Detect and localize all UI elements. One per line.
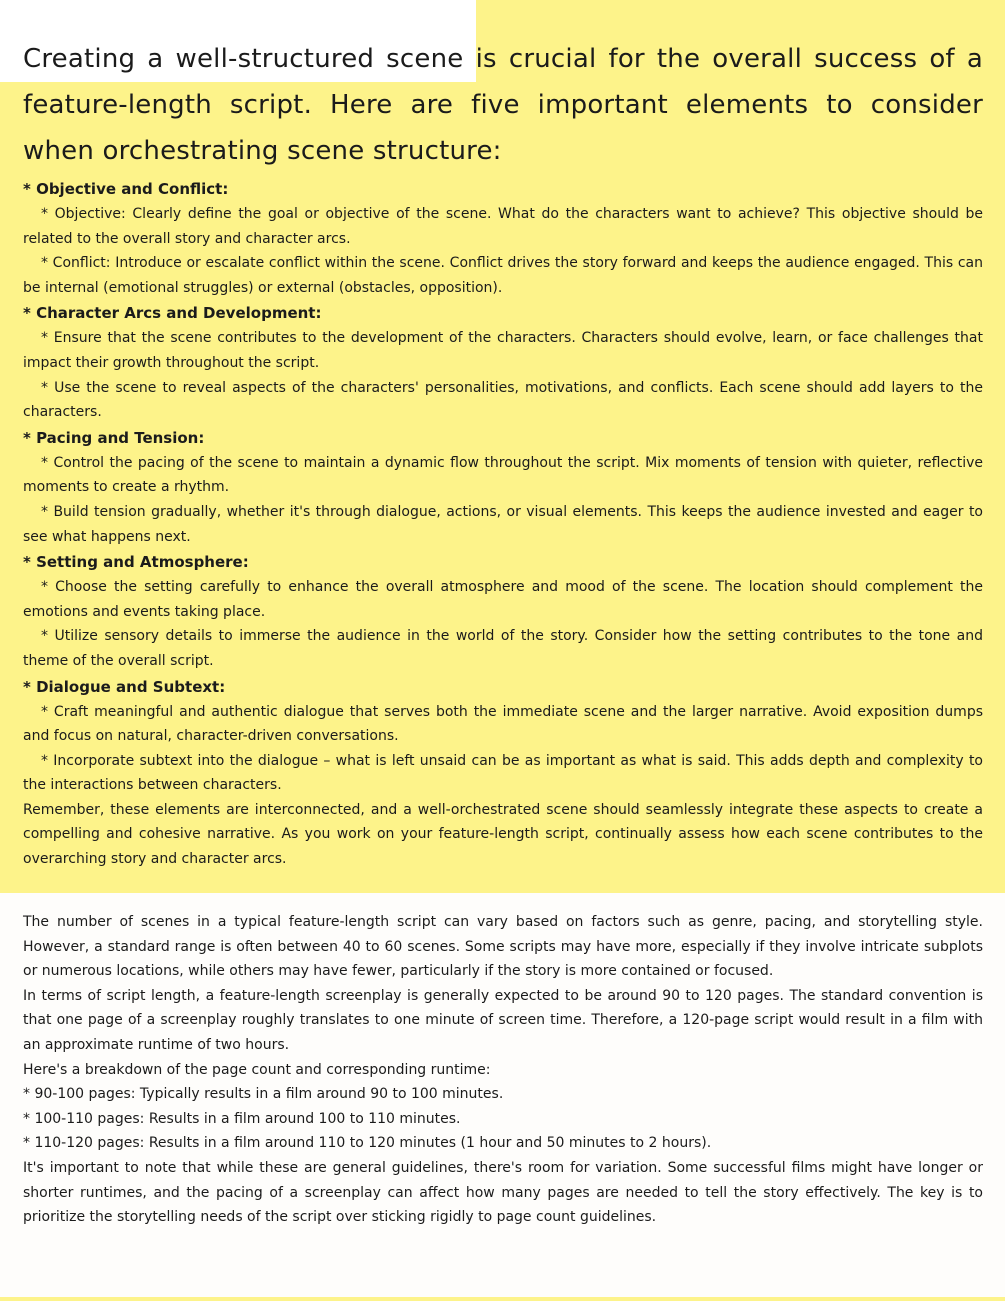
bullet-item: * Incorporate subtext into the dialogue – what is left unsaid can be as important as what is said. This adds depth and complexity to the interactions between characters. xyxy=(23,752,983,794)
breakdown-item: * 90-100 pages: Typically results in a film around 90 to 100 minutes. xyxy=(23,1086,504,1103)
bullet-item: * Control the pacing of the scene to maintain a dynamic flow throughout the script. Mix moments of tension with quieter, reflective moments to create a rhythm. xyxy=(23,454,983,496)
bullet-item: * Use the scene to reveal aspects of the characters' personalities, motivations, and conflicts. Each scene should add layers to the characters. xyxy=(23,379,983,421)
remember-paragraph: Remember, these elements are interconnected, and a well-orchestrated scene should seamlessly integrate these aspects to create a compelling and cohesive narrative. As you work on your feature-length script, continually assess how each scene contributes to the overarching story and character arcs. xyxy=(23,801,983,868)
section-heading: * Dialogue and Subtext: xyxy=(23,677,226,696)
section-objective-conflict xyxy=(23,176,983,300)
bullet-item: * Choose the setting carefully to enhance the overall atmosphere and mood of the scene. The location should complement the emotions and events taking place. xyxy=(23,579,983,620)
bullet-item: * Build tension gradually, whether it's through dialogue, actions, or visual elements. This keeps the audience invested and eager to see what happens next. xyxy=(23,503,983,545)
breakdown-item: * 100-110 pages: Results in a film around 100 to 110 minutes. xyxy=(23,1110,461,1127)
script-length-paragraph: In terms of script length, a feature-length screenplay is generally expected to be around 90 to 120 pages. The standard convention is that one page of a screenplay roughly translates to one minute of screen time. Therefore, a 120-page script would result in a film with an approximate runtime of two hours. xyxy=(23,987,983,1053)
bullet-item: * Objective: Clearly define the goal or objective of the scene. What do the characters want to achieve? This objective should be related to the overall story and character arcs. xyxy=(23,206,983,247)
bullet-item: * Utilize sensory details to immerse the audience in the world of the story. Consider how the setting contributes to the tone and theme of the overall script. xyxy=(23,628,983,669)
breakdown-intro: Here's a breakdown of the page count and corresponding runtime: xyxy=(23,1061,491,1078)
section-character-arcs xyxy=(23,300,983,424)
bullet-item: * Craft meaningful and authentic dialogue that serves both the immediate scene and the larger narrative. Avoid exposition dumps and focus on natural, character-driven conversations. xyxy=(23,703,983,745)
section-pacing-tension xyxy=(23,425,983,549)
scene-structure-section xyxy=(23,36,983,872)
script-length-section xyxy=(23,910,983,1230)
section-setting-atmosphere xyxy=(23,549,983,673)
section-heading: * Pacing and Tension: xyxy=(23,428,205,447)
section-heading: * Character Arcs and Development: xyxy=(23,304,322,323)
breakdown-item: * 110-120 pages: Results in a film around 110 to 120 minutes (1 hour and 50 minutes to 2 hours). xyxy=(23,1135,712,1152)
section-heading: * Setting and Atmosphere: xyxy=(23,553,249,572)
scene-count-paragraph: The number of scenes in a typical feature-length script can vary based on factors such as genre, pacing, and storytelling style. However, a standard range is often between 40 to 60 scenes. Some scripts may have more, especially if they involve intricate subplots or numerous locations, while others may have fewer, particularly if the story is more contained or focused. xyxy=(23,914,983,980)
bottom-highlight-strip xyxy=(0,1297,1005,1301)
section-heading: * Objective and Conflict: xyxy=(23,180,229,198)
guidelines-paragraph: It's important to note that while these are general guidelines, there's room for variation. Some successful films might have longer or shorter runtimes, and the pacing of a screenplay can affect how many pages are needed to tell the story effectively. The key is to prioritize the storytelling needs of the script over sticking rigidly to page count guidelines. xyxy=(23,1159,983,1226)
bullet-item: * Ensure that the scene contributes to the development of the characters. Characters should evolve, learn, or face challenges that impact their growth throughout the script. xyxy=(23,330,983,371)
section-dialogue-subtext xyxy=(23,674,983,798)
intro-heading: Creating a well-structured scene is crucial for the overall success of a feature-length script. Here are five important elements to consider when orchestrating scene structure: xyxy=(23,44,983,166)
bullet-item: * Conflict: Introduce or escalate conflict within the scene. Conflict drives the story forward and keeps the audience engaged. This can be internal (emotional struggles) or external (obstacles, opposition). xyxy=(23,255,983,296)
